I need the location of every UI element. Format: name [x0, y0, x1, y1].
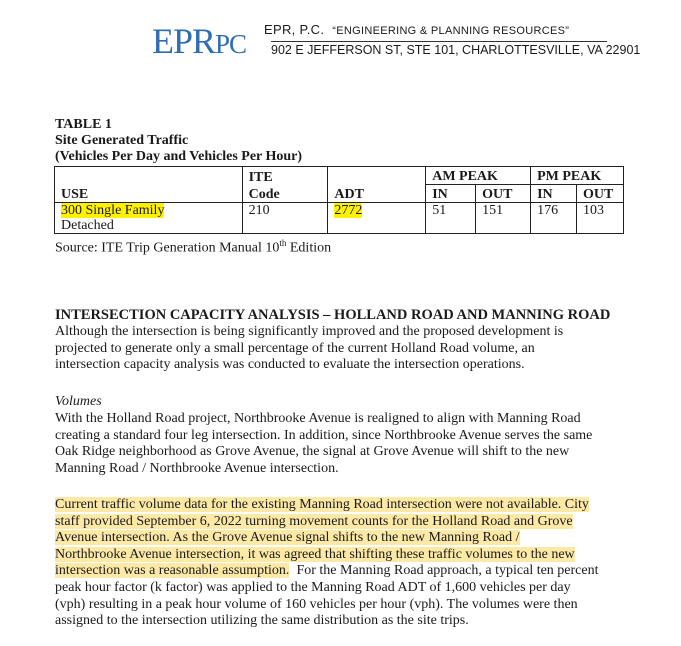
source-suffix: Edition	[286, 240, 332, 256]
intro-paragraph	[55, 324, 645, 374]
table-row	[55, 203, 624, 234]
letterhead	[0, 0, 681, 70]
use-header: USE	[55, 185, 243, 203]
company-name: EPR, P.C.	[264, 22, 325, 37]
adt-value: 2772	[334, 203, 363, 218]
ite-code-cell: 210	[242, 203, 328, 234]
volumes-line: Manning Road / Northbrooke Avenue intersection.	[55, 460, 339, 476]
pm-in-cell: 176	[531, 203, 577, 234]
table-subtitle: (Vehicles Per Day and Vehicles Per Hour)	[55, 149, 303, 164]
site-traffic-table	[54, 166, 624, 234]
logo-sub: PC	[215, 29, 247, 59]
intro-line: Although the intersection is being significantly improved and the proposed development is	[55, 324, 564, 339]
code-header: Code	[242, 185, 328, 203]
logo-main: EPR	[152, 21, 216, 61]
intro-line: projected to generate only a small percentage of the current Holland Road volume, an	[55, 340, 535, 356]
source-sup: th	[279, 238, 287, 248]
pm-out-header: OUT	[577, 185, 624, 203]
highlighted-line: staff provided September 6, 2022 turning movement counts for the Holland Road and Grove	[55, 513, 573, 529]
use-value-2: Detached	[61, 218, 114, 233]
section-title: INTERSECTION CAPACITY ANALYSIS – HOLLAND ROAD AND MANNING ROAD	[55, 307, 611, 323]
continuation-line: (vph) resulting in a peak hour volume of 160 vehicles per hour (vph). The volumes were then	[55, 596, 578, 612]
am-out-cell: 151	[476, 203, 531, 234]
ite-header: ITE	[242, 167, 328, 185]
adt-header-top	[328, 167, 426, 185]
continuation-text: For the Manning Road approach, a typical ten percent	[289, 563, 599, 579]
table-header-row-2	[55, 185, 624, 203]
source-prefix: Source: ITE Trip Generation Manual 10	[55, 240, 280, 256]
highlighted-line: Current traffic volume data for the existing Manning Road intersection were not available. City	[55, 497, 589, 512]
company-logo	[152, 20, 246, 62]
pm-in-header: IN	[531, 185, 577, 203]
table-number: TABLE 1	[55, 117, 112, 132]
am-in-cell: 51	[426, 203, 476, 234]
highlighted-line: Northbrooke Avenue intersection, it was agreed that shifting these traffic volumes to the new	[55, 546, 575, 562]
continuation-line: peak hour factor (k factor) was applied to the Manning Road ADT of 1,600 vehicles per day	[55, 579, 571, 595]
assumption-paragraph	[55, 497, 645, 630]
table-title: Site Generated Traffic	[55, 133, 189, 148]
volumes-paragraph	[55, 411, 645, 477]
volumes-heading: Volumes	[55, 394, 102, 409]
table-source	[55, 238, 331, 257]
pm-peak-header: PM PEAK	[531, 167, 624, 185]
continuation-line: assigned to the intersection utilizing the same distribution as the site trips.	[55, 613, 469, 629]
use-cell	[55, 203, 243, 234]
pm-out-cell: 103	[577, 203, 624, 234]
highlighted-line: intersection was a reasonable assumption.	[55, 563, 290, 579]
company-tagline: “ENGINEERING & PLANNING RESOURCES”	[332, 25, 570, 37]
use-value: 300 Single Family	[61, 203, 165, 218]
adt-cell	[328, 203, 426, 234]
intro-line: intersection capacity analysis was conducted to evaluate the intersection operations.	[55, 357, 525, 373]
adt-header: ADT	[328, 185, 426, 203]
am-in-header: IN	[426, 185, 476, 203]
volumes-line: Oak Ridge neighborhood as Grove Avenue, the signal at Grove Avenue will shift to the new	[55, 444, 570, 460]
highlighted-line: Avenue intersection. As the Grove Avenue signal shifts to the new Manning Road /	[55, 530, 520, 546]
company-line	[264, 22, 569, 37]
use-header-top	[55, 167, 243, 185]
volumes-line: With the Holland Road project, Northbrooke Avenue is realigned to align with Manning Road	[55, 411, 581, 426]
table-header-row	[55, 167, 624, 185]
volumes-line: creating a standard four leg intersection. In addition, since Northbrooke Avenue serves the same	[55, 427, 593, 443]
am-peak-header: AM PEAK	[426, 167, 531, 185]
am-out-header: OUT	[476, 185, 531, 203]
company-address: 902 E JEFFERSON ST, STE 101, CHARLOTTESVILLE, VA 22901	[271, 43, 641, 57]
